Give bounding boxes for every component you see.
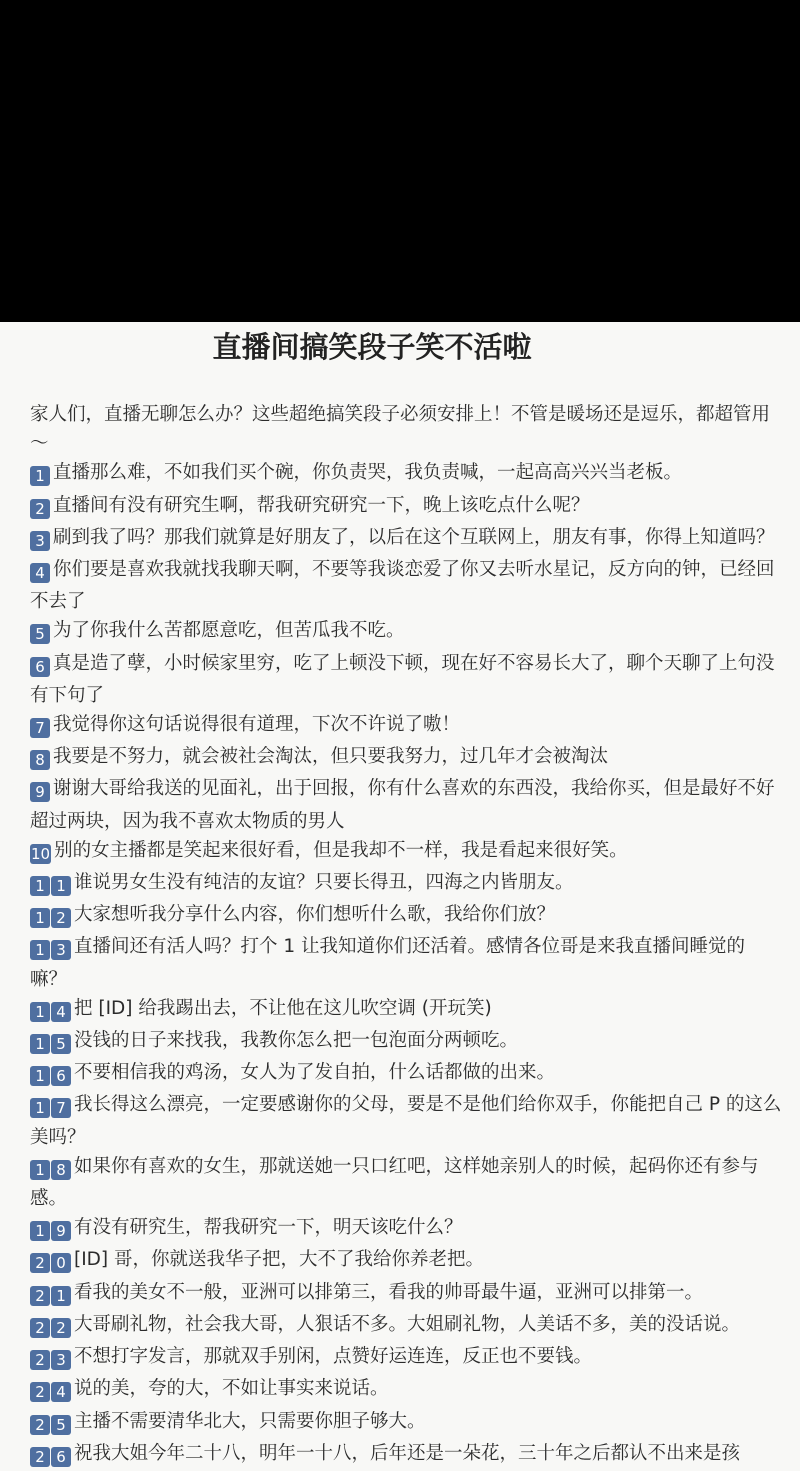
- list-item-text: 真是造了孽，小时候家里穷，吃了上顿没下顿，现在好不容易长大了，聊个天聊了上句没有下句了: [30, 652, 775, 706]
- keycap-digit: 1: [30, 1002, 50, 1022]
- list-item-text: 主播不需要清华北大，只需要你胆子够大。: [74, 1410, 426, 1432]
- list-item: [30, 1407, 782, 1439]
- list-item-text: 直播间还有活人吗？打个 1 让我知道你们还活着。感情各位哥是来我直播间睡觉的嘛？: [30, 936, 746, 990]
- list-item: [30, 649, 782, 710]
- keycap-digit: 1: [30, 1034, 50, 1054]
- number-keycap-icon: [30, 777, 51, 806]
- list-item-text: 我觉得你这句话说得很有道理，下次不许说了嗷！: [53, 714, 461, 736]
- list-item-text: 为了你我什么苦都愿意吃，但苦瓜我不吃。: [53, 620, 405, 642]
- number-keycap-icon: [30, 1093, 72, 1122]
- keycap-digit: 2: [30, 1415, 50, 1435]
- keycap-digit: 2: [51, 908, 71, 928]
- keycap-digit: 6: [30, 657, 50, 677]
- number-keycap-icon: [30, 1281, 72, 1310]
- keycap-digit: 1: [51, 1286, 71, 1306]
- list-item: [30, 774, 782, 835]
- keycap-digit: 2: [30, 1382, 50, 1402]
- keycap-digit: 2: [30, 1447, 50, 1467]
- list-item-text: 谁说男女生没有纯洁的友谊？只要长得丑，四海之内皆朋友。: [74, 872, 574, 894]
- list-item: [30, 1439, 782, 1471]
- list-item-text: 不要相信我的鸡汤，女人为了发自拍，什么话都做的出来。: [74, 1062, 556, 1084]
- list-item-text: 祝我大姐今年二十八，明年一十八，后年还是一朵花，三十年之后都认不出来是孩: [74, 1442, 741, 1464]
- keycap-digit: 3: [51, 1350, 71, 1370]
- keycap-digit: 9: [51, 1221, 71, 1241]
- number-keycap-icon: [30, 935, 72, 964]
- keycap-digit: 6: [51, 1066, 71, 1086]
- keycap-digit: 4: [30, 563, 50, 583]
- keycap-digit: 1: [51, 876, 71, 896]
- keycap-digit: 7: [30, 718, 50, 738]
- list-item-text: 我要是不努力，就会被社会淘汰，但只要我努力，过几年才会被淘汰: [53, 746, 609, 768]
- keycap-digit: 1: [30, 908, 50, 928]
- list-item-text: 不想打字发言，那就双手别闲，点赞好运连连，反正也不要钱。: [74, 1346, 593, 1368]
- list-item: [30, 900, 782, 932]
- list-item-text: 如果你有喜欢的女生，那就送她一只口红吧，这样她亲别人的时候，起码你还有参与感。: [30, 1155, 759, 1210]
- number-keycap-icon: [30, 713, 51, 742]
- list-item: [30, 932, 782, 993]
- number-keycap-icon: [30, 1216, 72, 1245]
- list-item: [30, 616, 782, 648]
- list-item-text: 大哥刷礼物，社会我大哥，人狠话不多。大姐刷礼物，人美话不多，美的没话说。: [74, 1313, 741, 1335]
- keycap-digit: 10: [31, 844, 51, 863]
- list-item: [30, 742, 782, 774]
- list-item-text: 把 [ID] 给我踢出去，不让他在这儿吹空调 (开玩笑): [74, 997, 492, 1019]
- number-keycap-icon: [30, 461, 51, 490]
- number-keycap-icon: [30, 1442, 72, 1471]
- keycap-digit: 1: [30, 1098, 50, 1118]
- keycap-digit: 5: [51, 1415, 71, 1435]
- keycap-digit: 3: [51, 940, 71, 960]
- list-item: [30, 1152, 782, 1213]
- keycap-digit: 2: [30, 1318, 50, 1338]
- list-item-text: 有没有研究生，帮我研究一下，明天该吃什么？: [74, 1217, 463, 1239]
- intro-paragraph: 家人们，直播无聊怎么办？这些超绝搞笑段子必须安排上！不管是暖场还是逗乐，都超管用～: [30, 404, 771, 455]
- keycap-digit: 3: [30, 531, 50, 551]
- keycap-digit: 2: [30, 499, 50, 519]
- keycap-digit: 5: [30, 624, 50, 644]
- keycap-digit: 1: [30, 1221, 50, 1241]
- list-item: [30, 1026, 782, 1058]
- keycap-digit: 1: [30, 1066, 50, 1086]
- number-keycap-icon: [30, 1061, 72, 1090]
- keycap-digit: 8: [30, 750, 50, 770]
- list-item: [30, 1213, 782, 1245]
- number-keycap-icon: [30, 1029, 72, 1058]
- list-item-text: 说的美，夸的大，不如让事实来说话。: [74, 1378, 389, 1400]
- list-item: [30, 1310, 782, 1342]
- keycap-digit: 2: [30, 1253, 50, 1273]
- number-keycap-icon: [30, 1410, 72, 1439]
- keycap-digit: 0: [51, 1253, 71, 1273]
- list-item-text: 刷到我了吗？那我们就算是好朋友了，以后在这个互联网上，朋友有事，你得上知道吗？: [53, 526, 775, 548]
- number-keycap-icon: [30, 1345, 72, 1374]
- list-item: [30, 994, 782, 1026]
- list-item: [30, 555, 782, 616]
- keycap-digit: 2: [30, 1350, 50, 1370]
- list-item: [30, 1058, 782, 1090]
- number-keycap-icon: [30, 1155, 72, 1184]
- document-body: [30, 400, 782, 1471]
- list-item: [30, 1374, 782, 1406]
- list-item-text: 我长得这么漂亮，一定要感谢你的父母，要是不是他们给你双手，你能把自己 P 的这么美吗？: [30, 1094, 782, 1148]
- list-item: [30, 1245, 782, 1277]
- list-item: [30, 836, 782, 868]
- list-item: [30, 1278, 782, 1310]
- list-item-text: 直播间有没有研究生啊，帮我研究研究一下，晚上该吃点什么呢？: [53, 494, 590, 516]
- keycap-digit: 1: [30, 940, 50, 960]
- number-keycap-icon: [30, 871, 72, 900]
- list-item: [30, 458, 782, 490]
- number-keycap-icon: [30, 839, 52, 868]
- number-keycap-icon: [30, 652, 51, 681]
- list-item-text: 没钱的日子来找我，我教你怎么把一包泡面分两顿吃。: [74, 1030, 519, 1052]
- list-item-text: 看我的美女不一般，亚洲可以排第三，看我的帅哥最牛逼，亚洲可以排第一。: [74, 1281, 704, 1303]
- keycap-digit: 2: [51, 1318, 71, 1338]
- page-title: 直播间搞笑段子笑不活啦: [212, 330, 532, 364]
- keycap-digit: 1: [30, 1160, 50, 1180]
- number-keycap-icon: [30, 619, 51, 648]
- keycap-digit: 8: [51, 1160, 71, 1180]
- list-item: [30, 523, 782, 555]
- list-item-text: 大家想听我分享什么内容，你们想听什么歌，我给你们放？: [74, 904, 556, 926]
- keycap-digit: 9: [30, 782, 50, 802]
- list-item: [30, 710, 782, 742]
- list-item-text: 你们要是喜欢我就找我聊天啊，不要等我谈恋爱了你又去听水星记，反方向的钟，已经回不去了: [30, 559, 775, 613]
- list-item: [30, 1342, 782, 1374]
- keycap-digit: 4: [51, 1002, 71, 1022]
- list-item-text: 直播那么难，不如我们买个碗，你负责哭，我负责喊，一起高高兴兴当老板。: [53, 462, 683, 484]
- list-item: [30, 491, 782, 523]
- keycap-digit: 1: [30, 466, 50, 486]
- number-keycap-icon: [30, 1313, 72, 1342]
- list-item-text: 别的女主播都是笑起来很好看，但是我却不一样，我是看起来很好笑。: [54, 839, 628, 861]
- number-keycap-icon: [30, 558, 51, 587]
- keycap-digit: 7: [51, 1098, 71, 1118]
- keycap-digit: 4: [51, 1382, 71, 1402]
- list-item-text: [ID] 哥，你就送我华子把，大不了我给你养老把。: [74, 1249, 485, 1271]
- keycap-digit: 2: [30, 1286, 50, 1306]
- number-keycap-icon: [30, 997, 72, 1026]
- number-keycap-icon: [30, 745, 51, 774]
- black-video-area: [0, 0, 800, 322]
- number-keycap-icon: [30, 1248, 72, 1277]
- keycap-digit: 5: [51, 1034, 71, 1054]
- list-item-text: 谢谢大哥给我送的见面礼，出于回报，你有什么喜欢的东西没，我给你买，但是最好不好超过两块，因为我不喜欢太物质的男人: [30, 778, 775, 832]
- number-keycap-icon: [30, 494, 51, 523]
- keycap-digit: 1: [30, 876, 50, 896]
- number-keycap-icon: [30, 1377, 72, 1406]
- keycap-digit: 6: [51, 1447, 71, 1467]
- document-page: [0, 322, 800, 1466]
- list-item: [30, 868, 782, 900]
- list-item: [30, 1090, 782, 1151]
- number-keycap-icon: [30, 903, 72, 932]
- number-keycap-icon: [30, 526, 51, 555]
